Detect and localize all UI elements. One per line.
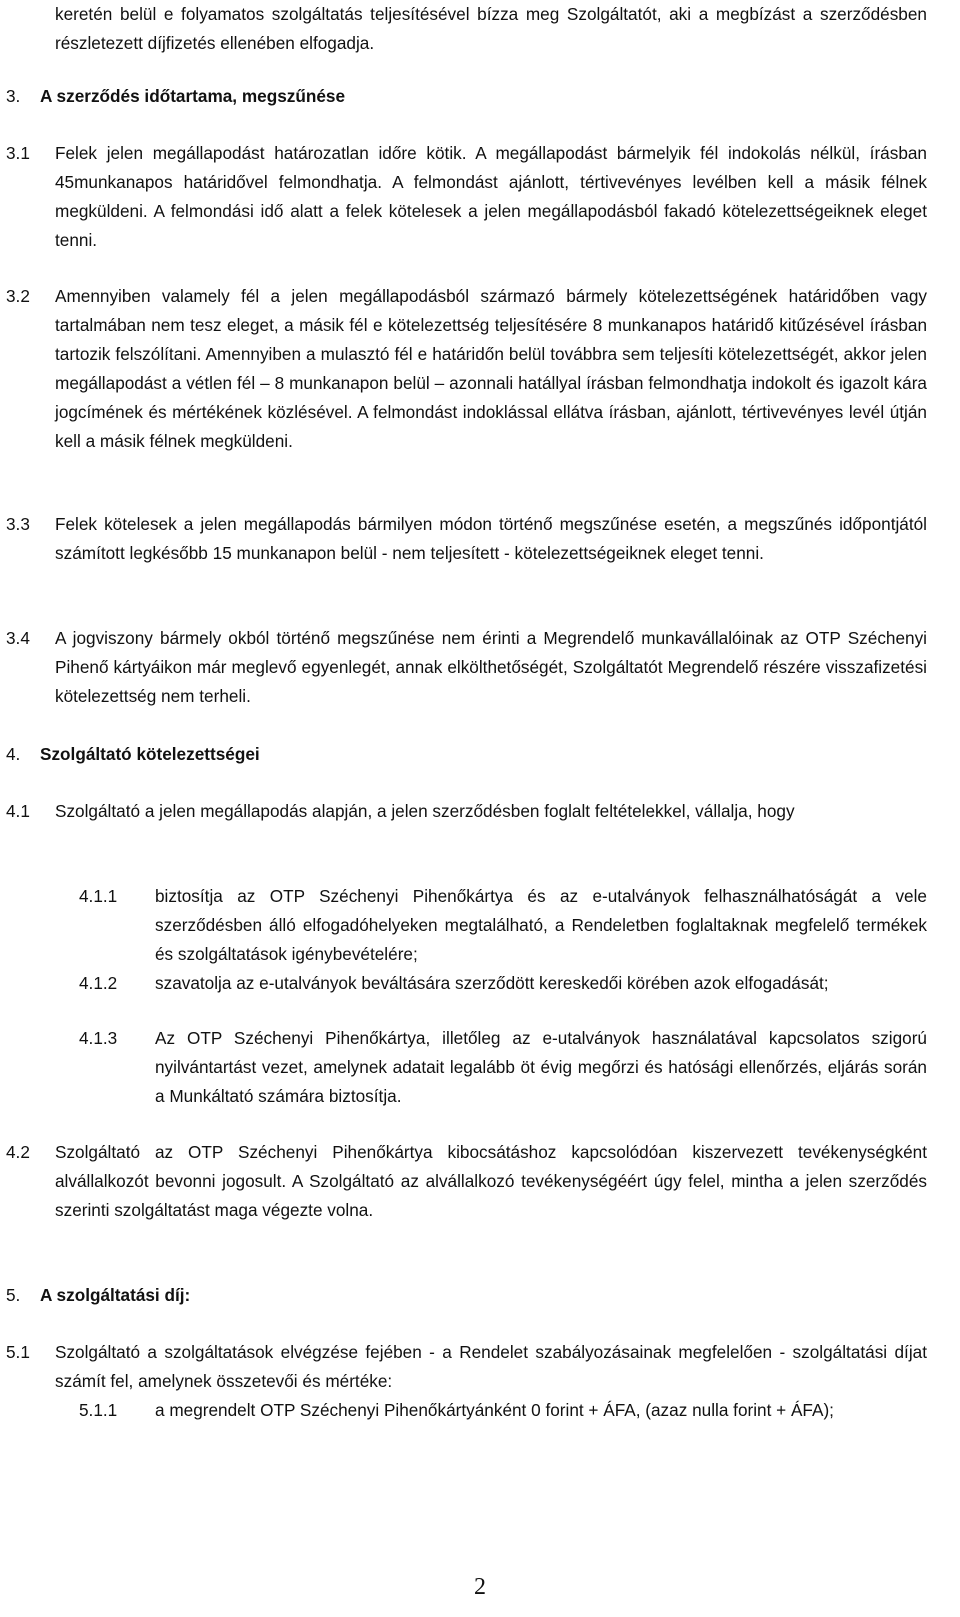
list-item-5-1-1-number: 5.1.1: [79, 1400, 118, 1420]
paragraph-5-1-text: Szolgáltató a szolgáltatások elvégzése fejében - a Rendelet szabályozásainak megfelelően - szolgáltatási díjat számít fel, amelynek összetevői és mértéke:: [55, 1342, 927, 1391]
paragraph-3-1-text: Felek jelen megállapodást határozatlan időre kötik. A megállapodást bármelyik fél indokolás nélkül, írásban 45munkanapos határidővel felmondhatja. A felmondást ajánlott, tértivevényes levélben kell a másik félnek megküldeni. A felmondási idő alatt a felek kötelesek a jelen megállapodásból fakadó kötelezettségeiknek eleget tenni.: [55, 143, 927, 250]
paragraph-3-3: [6, 510, 927, 568]
list-item-5-1-1: [79, 1396, 927, 1425]
paragraph-4-1-number: 4.1: [6, 801, 30, 821]
section-5-title: A szolgáltatási díj:: [40, 1285, 191, 1305]
paragraph-4-2-number: 4.2: [6, 1142, 30, 1162]
paragraph-4-1: [6, 797, 927, 826]
paragraph-4-1-text: Szolgáltató a jelen megállapodás alapján, a jelen szerződésben foglalt feltételekkel, vállalja, hogy: [55, 801, 795, 821]
paragraph-3-4-text: A jogviszony bármely okból történő megszűnése nem érinti a Megrendelő munkavállalóinak az OTP Széchenyi Pihenő kártyáikon már meglevő egyenlegét, annak elkölthetőségét, Szolgáltatót Megrendelő részére visszafizetési kötelezettség nem terheli.: [55, 628, 927, 706]
paragraph-5-1: [6, 1338, 927, 1396]
paragraph-3-2-number: 3.2: [6, 286, 30, 306]
paragraph-4-2-text: Szolgáltató az OTP Széchenyi Pihenőkártya kibocsátáshoz kapcsolódóan kiszervezett tevékenységként alvállalkozót bevonni jogosult. A Szolgáltató az alvállalkozó tevékenységéért úgy felel, mintha a jelen szerződés szerinti szolgáltatást maga végezte volna.: [55, 1142, 927, 1220]
section-4-number: 4.: [6, 744, 21, 764]
list-item-4-1-3-text: Az OTP Széchenyi Pihenőkártya, illetőleg az e-utalványok használatával kapcsolatos szigorú nyilvántartást vezet, amelynek adatait legalább öt évig megőrzi és hatósági ellenőrzés, eljárás során a Munkáltató számára biztosítja.: [155, 1028, 927, 1106]
paragraph-5-1-number: 5.1: [6, 1342, 30, 1362]
intro-paragraph: keretén belül e folyamatos szolgáltatás teljesítésével bízza meg Szolgáltatót, aki a megbízást a szerződésben részletezett díjfizetés ellenében elfogadja.: [55, 4, 927, 53]
paragraph-3-3-number: 3.3: [6, 514, 30, 534]
list-item-4-1-3: [79, 1024, 927, 1111]
paragraph-4-2: [6, 1138, 927, 1225]
list-item-4-1-1-text: biztosítja az OTP Széchenyi Pihenőkártya és az e-utalványok felhasználhatóságát a vele szerződésben álló elfogadóhelyeken megtalálható, a Rendeletben foglaltaknak megfelelő termékek és szolgáltatások igénybevételére;: [155, 886, 927, 964]
paragraph-3-2: [6, 282, 927, 456]
paragraph-3-1: [6, 139, 927, 255]
section-5-number: 5.: [6, 1285, 21, 1305]
section-5-heading: [6, 1281, 906, 1310]
list-item-4-1-2: [79, 969, 927, 998]
paragraph-3-2-text: Amennyiben valamely fél a jelen megállapodásból származó bármely kötelezettségének határidőben vagy tartalmában nem tesz eleget, a másik fél e kötelezettség teljesítésére 8 munkanapos határidő kitűzésével írásban tartozik felszólítani. Amennyiben a mulasztó fél e határidőn belül továbbra sem teljesíti kötelezettségét, akkor jelen megállapodást a vétlen fél – 8 munkanapon belül – azonnali hatállyal írásban felmondhatja indokolt és igazolt kára jogcímének és mértékének közlésével. A felmondást indoklással ellátva írásban, ajánlott, tértivevényes levél útján kell a másik félnek megküldeni.: [55, 286, 927, 451]
paragraph-3-3-text: Felek kötelesek a jelen megállapodás bármilyen módon történő megszűnése esetén, a megszűnés időpontjától számított legkésőbb 15 munkanapon belül - nem teljesített - kötelezettségeiknek eleget tenni.: [55, 514, 927, 563]
list-item-4-1-1-number: 4.1.1: [79, 886, 118, 906]
paragraph-3-4: [6, 624, 927, 711]
list-item-4-1-2-text: szavatolja az e-utalványok beváltására szerződött kereskedői körében azok elfogadását;: [155, 973, 829, 993]
section-3-number: 3.: [6, 86, 21, 106]
list-item-4-1-2-number: 4.1.2: [79, 973, 118, 993]
page-number: 2: [474, 1574, 486, 1600]
section-4-title: Szolgáltató kötelezettségei: [40, 744, 260, 764]
paragraph-3-4-number: 3.4: [6, 628, 30, 648]
paragraph-3-1-number: 3.1: [6, 143, 30, 163]
section-4-heading: [6, 740, 906, 769]
section-3-heading: [6, 82, 906, 111]
list-item-4-1-3-number: 4.1.3: [79, 1028, 118, 1048]
list-item-4-1-1: [79, 882, 927, 969]
section-3-title: A szerződés időtartama, megszűnése: [40, 86, 346, 106]
list-item-5-1-1-text: a megrendelt OTP Széchenyi Pihenőkártyánként 0 forint + ÁFA, (azaz nulla forint + ÁFA);: [155, 1400, 834, 1420]
